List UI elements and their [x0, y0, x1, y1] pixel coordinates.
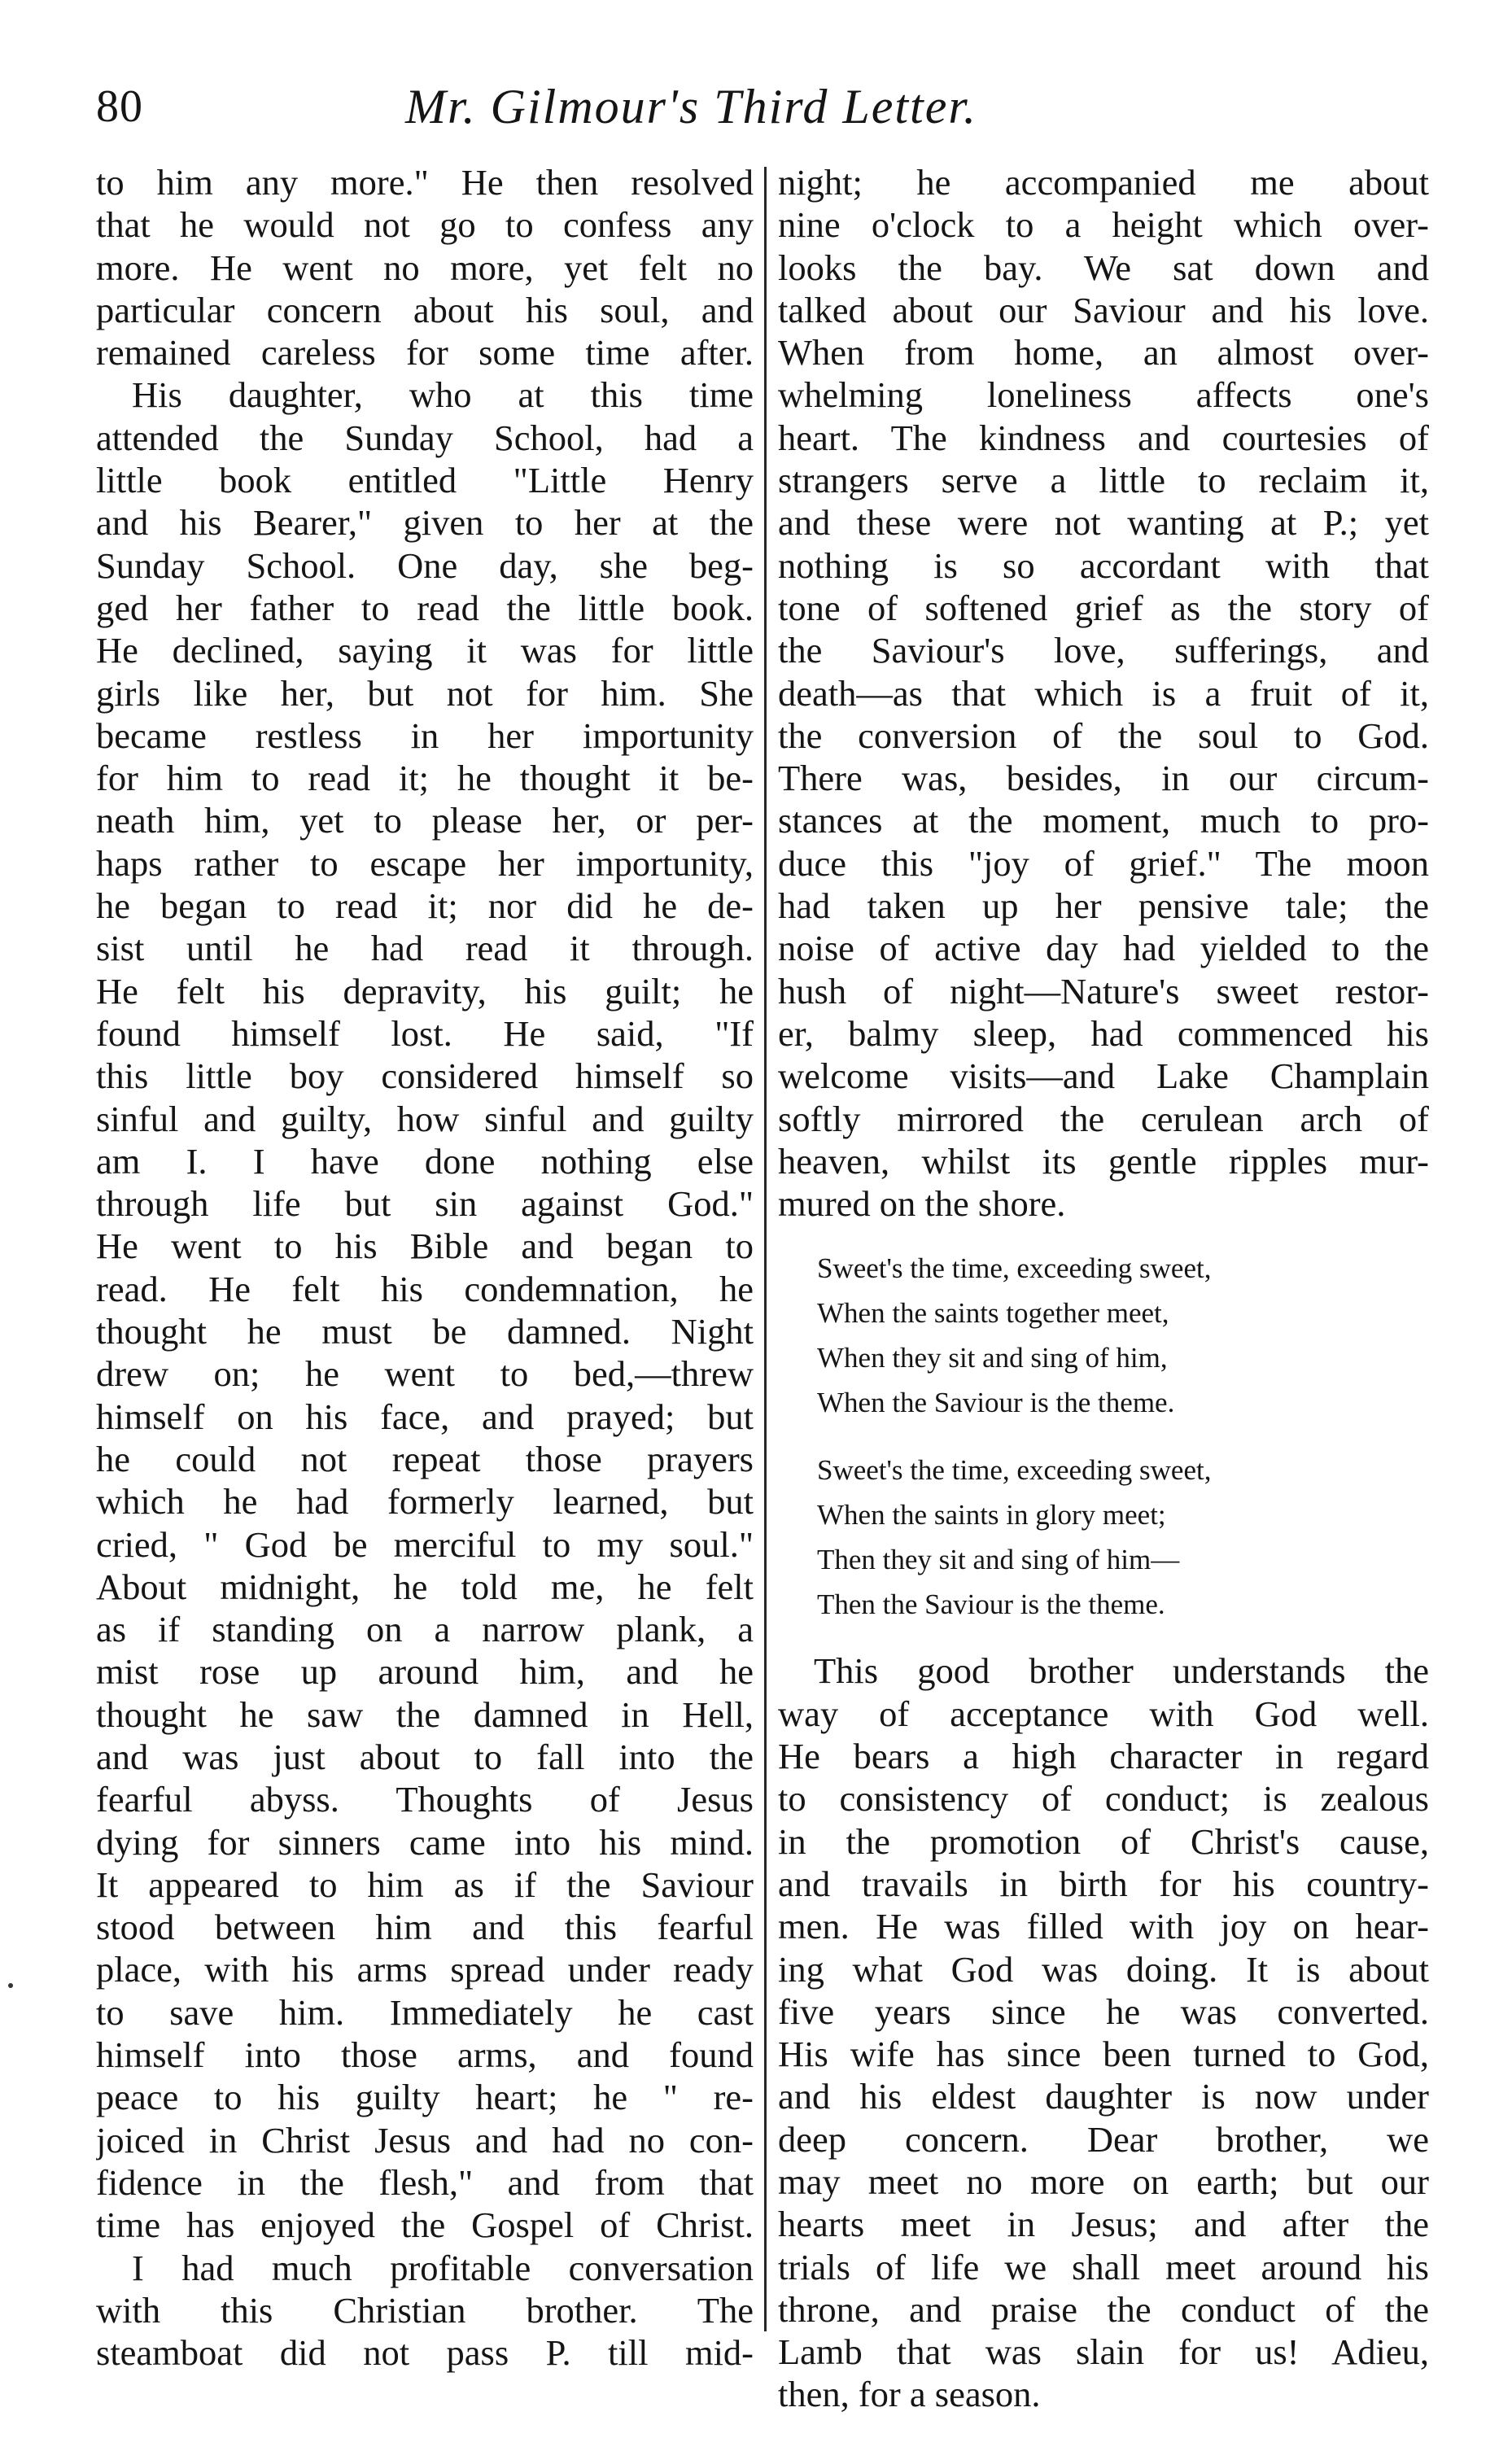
- text-line: hearts meet in Jesus; and after the: [778, 2204, 1429, 2245]
- text-line: particular concern about his soul, and: [96, 289, 754, 330]
- text-line: heaven, whilst its gentle ripples mur-: [778, 1140, 1429, 1182]
- left-column: [96, 161, 754, 2374]
- text-line: neath him, yet to please her, or per-: [96, 800, 754, 841]
- text-line: am I. I have done nothing else: [96, 1140, 754, 1182]
- column-divider: [764, 167, 767, 2331]
- text-line: fidence in the flesh," and from that: [96, 2161, 754, 2203]
- closing-paragraph: [778, 1649, 1429, 2415]
- text-line: When from home, an almost over-: [778, 332, 1429, 374]
- text-line: He went to his Bible and began to: [96, 1226, 754, 1267]
- text-line: joiced in Christ Jesus and had no con-: [96, 2119, 754, 2161]
- poem-line: When they sit and sing of him,: [817, 1342, 1168, 1374]
- text-line: place, with his arms spread under ready: [96, 1949, 754, 1990]
- text-line: then, for a season.: [778, 2374, 1041, 2415]
- text-line: way of acceptance with God well.: [778, 1693, 1429, 1734]
- text-line: sinful and guilty, how sinful and guilty: [96, 1098, 754, 1139]
- poem-line: Then the Saviour is the theme.: [817, 1588, 1165, 1621]
- text-line: This good brother understands the: [814, 1650, 1429, 1692]
- text-line: Lamb that was slain for us! Adieu,: [778, 2331, 1429, 2373]
- text-line: he could not repeat those prayers: [96, 1438, 754, 1479]
- poem-line: When the saints in glory meet;: [817, 1499, 1166, 1531]
- text-line: read. He felt his condemnation, he: [96, 1268, 754, 1309]
- text-line: had taken up her pensive tale; the: [778, 885, 1429, 927]
- text-line: tone of softened grief as the story of: [778, 587, 1429, 628]
- running-title: Mr. Gilmour's Third Letter.: [405, 80, 978, 133]
- text-line: He declined, saying it was for little: [96, 630, 754, 671]
- poem-stanza: [817, 1448, 1429, 1627]
- text-line: ing what God was doing. It is about: [778, 1948, 1429, 1990]
- text-line: night; he accompanied me about: [778, 162, 1429, 203]
- text-line: little book entitled "Little Henry: [96, 460, 754, 501]
- text-line: through life but sin against God.": [96, 1183, 754, 1225]
- text-line: sist until he had read it through.: [96, 928, 754, 969]
- text-line: and his eldest daughter is now under: [778, 2076, 1429, 2117]
- text-line: peace to his guilty heart; he " re-: [96, 2077, 754, 2118]
- page-header: [96, 70, 1097, 143]
- text-line: as if standing on a narrow plank, a: [96, 1609, 754, 1650]
- text-line: stood between him and this fearful: [96, 1907, 754, 1948]
- poem-line: When the Saviour is the theme.: [817, 1387, 1175, 1419]
- text-line: About midnight, he told me, he felt: [96, 1566, 754, 1607]
- poem-line: Then they sit and sing of him—: [817, 1544, 1180, 1576]
- text-line: which he had formerly learned, but: [96, 1481, 754, 1523]
- text-line: thought he must be damned. Night: [96, 1311, 754, 1352]
- text-line: steamboat did not pass P. till mid-: [96, 2332, 754, 2374]
- text-line: His wife has since been turned to God,: [778, 2034, 1429, 2075]
- text-line: dying for sinners came into his mind.: [96, 1821, 754, 1863]
- text-line: for him to read it; he thought it be-: [96, 758, 754, 799]
- text-line: men. He was filled with joy on hear-: [778, 1906, 1429, 1947]
- text-line: nine o'clock to a height which over-: [778, 204, 1429, 246]
- margin-speck: [8, 1983, 13, 1988]
- text-line: He felt his depravity, his guilt; he: [96, 970, 754, 1011]
- text-line: he began to read it; nor did he de-: [96, 885, 754, 927]
- text-line: mured on the shore.: [778, 1183, 1066, 1225]
- text-line: in the promotion of Christ's cause,: [778, 1820, 1429, 1862]
- text-line: er, balmy sleep, had commenced his: [778, 1012, 1429, 1054]
- text-line: may meet no more on earth; but our: [778, 2161, 1429, 2202]
- text-line: Sunday School. One day, she beg-: [96, 544, 754, 586]
- text-line: whelming loneliness affects one's: [778, 374, 1429, 416]
- text-line: He bears a high character in regard: [778, 1736, 1429, 1777]
- text-line: himself on his face, and prayed; but: [96, 1396, 754, 1437]
- text-line: mist rose up around him, and he: [96, 1651, 754, 1693]
- text-line: throne, and praise the conduct of the: [778, 2288, 1429, 2330]
- text-line: fearful abyss. Thoughts of Jesus: [96, 1779, 754, 1820]
- page-number: 80: [96, 81, 143, 132]
- text-line: ged her father to read the little book.: [96, 587, 754, 628]
- text-line: talked about our Saviour and his love.: [778, 289, 1429, 330]
- text-line: found himself lost. He said, "If: [96, 1012, 754, 1054]
- text-line: nothing is so accordant with that: [778, 544, 1429, 586]
- text-line: to save him. Immediately he cast: [96, 1991, 754, 2033]
- poem-line: Sweet's the time, exceeding sweet,: [817, 1454, 1212, 1487]
- text-line: and was just about to fall into the: [96, 1736, 754, 1777]
- text-line: five years since he was converted.: [778, 1990, 1429, 2032]
- text-line: trials of life we shall meet around his: [778, 2246, 1429, 2287]
- text-line: I had much profitable conversation: [132, 2247, 754, 2288]
- text-line: noise of active day had yielded to the: [778, 928, 1429, 969]
- right-column: [778, 161, 1429, 2416]
- text-line: cried, " God be merciful to my soul.": [96, 1523, 754, 1565]
- text-line: became restless in her importunity: [96, 714, 754, 756]
- text-line: His daughter, who at this time: [132, 374, 754, 416]
- text-line: attended the Sunday School, had a: [96, 417, 754, 458]
- text-line: girls like her, but not for him. She: [96, 672, 754, 714]
- poem-stanza: [817, 1246, 1429, 1425]
- text-line: and these were not wanting at P.; yet: [778, 502, 1429, 544]
- text-line: time has enjoyed the Gospel of Christ.: [96, 2204, 754, 2246]
- text-line: the conversion of the soul to God.: [778, 714, 1429, 756]
- text-line: with this Christian brother. The: [96, 2289, 754, 2331]
- text-line: himself into those arms, and found: [96, 2034, 754, 2076]
- text-line: stances at the moment, much to pro-: [778, 800, 1429, 841]
- text-line: and travails in birth for his country-: [778, 1863, 1429, 1904]
- text-line: looks the bay. We sat down and: [778, 247, 1429, 288]
- text-line: that he would not go to confess any: [96, 204, 754, 246]
- text-line: the Saviour's love, sufferings, and: [778, 630, 1429, 671]
- text-line: It appeared to him as if the Saviour: [96, 1863, 754, 1905]
- text-line: more. He went no more, yet felt no: [96, 247, 754, 288]
- text-line: hush of night—Nature's sweet restor-: [778, 970, 1429, 1011]
- text-line: and his Bearer," given to her at the: [96, 502, 754, 544]
- text-line: thought he saw the damned in Hell,: [96, 1693, 754, 1735]
- text-line: haps rather to escape her importunity,: [96, 842, 754, 884]
- text-line: death—as that which is a fruit of it,: [778, 672, 1429, 714]
- text-line: softly mirrored the cerulean arch of: [778, 1098, 1429, 1139]
- text-line: strangers serve a little to reclaim it,: [778, 460, 1429, 501]
- poem-line: Sweet's the time, exceeding sweet,: [817, 1252, 1212, 1285]
- text-line: to him any more." He then resolved: [96, 162, 754, 203]
- text-line: remained careless for some time after.: [96, 332, 754, 374]
- text-line: to consistency of conduct; is zealous: [778, 1778, 1429, 1820]
- text-line: this little boy considered himself so: [96, 1055, 754, 1097]
- text-line: welcome visits—and Lake Champlain: [778, 1055, 1429, 1097]
- text-line: duce this "joy of grief." The moon: [778, 842, 1429, 884]
- text-line: There was, besides, in our circum-: [778, 758, 1429, 799]
- text-line: heart. The kindness and courtesies of: [778, 417, 1429, 458]
- text-line: deep concern. Dear brother, we: [778, 2118, 1429, 2160]
- poem-line: When the saints together meet,: [817, 1297, 1169, 1330]
- text-line: drew on; he went to bed,—threw: [96, 1353, 754, 1395]
